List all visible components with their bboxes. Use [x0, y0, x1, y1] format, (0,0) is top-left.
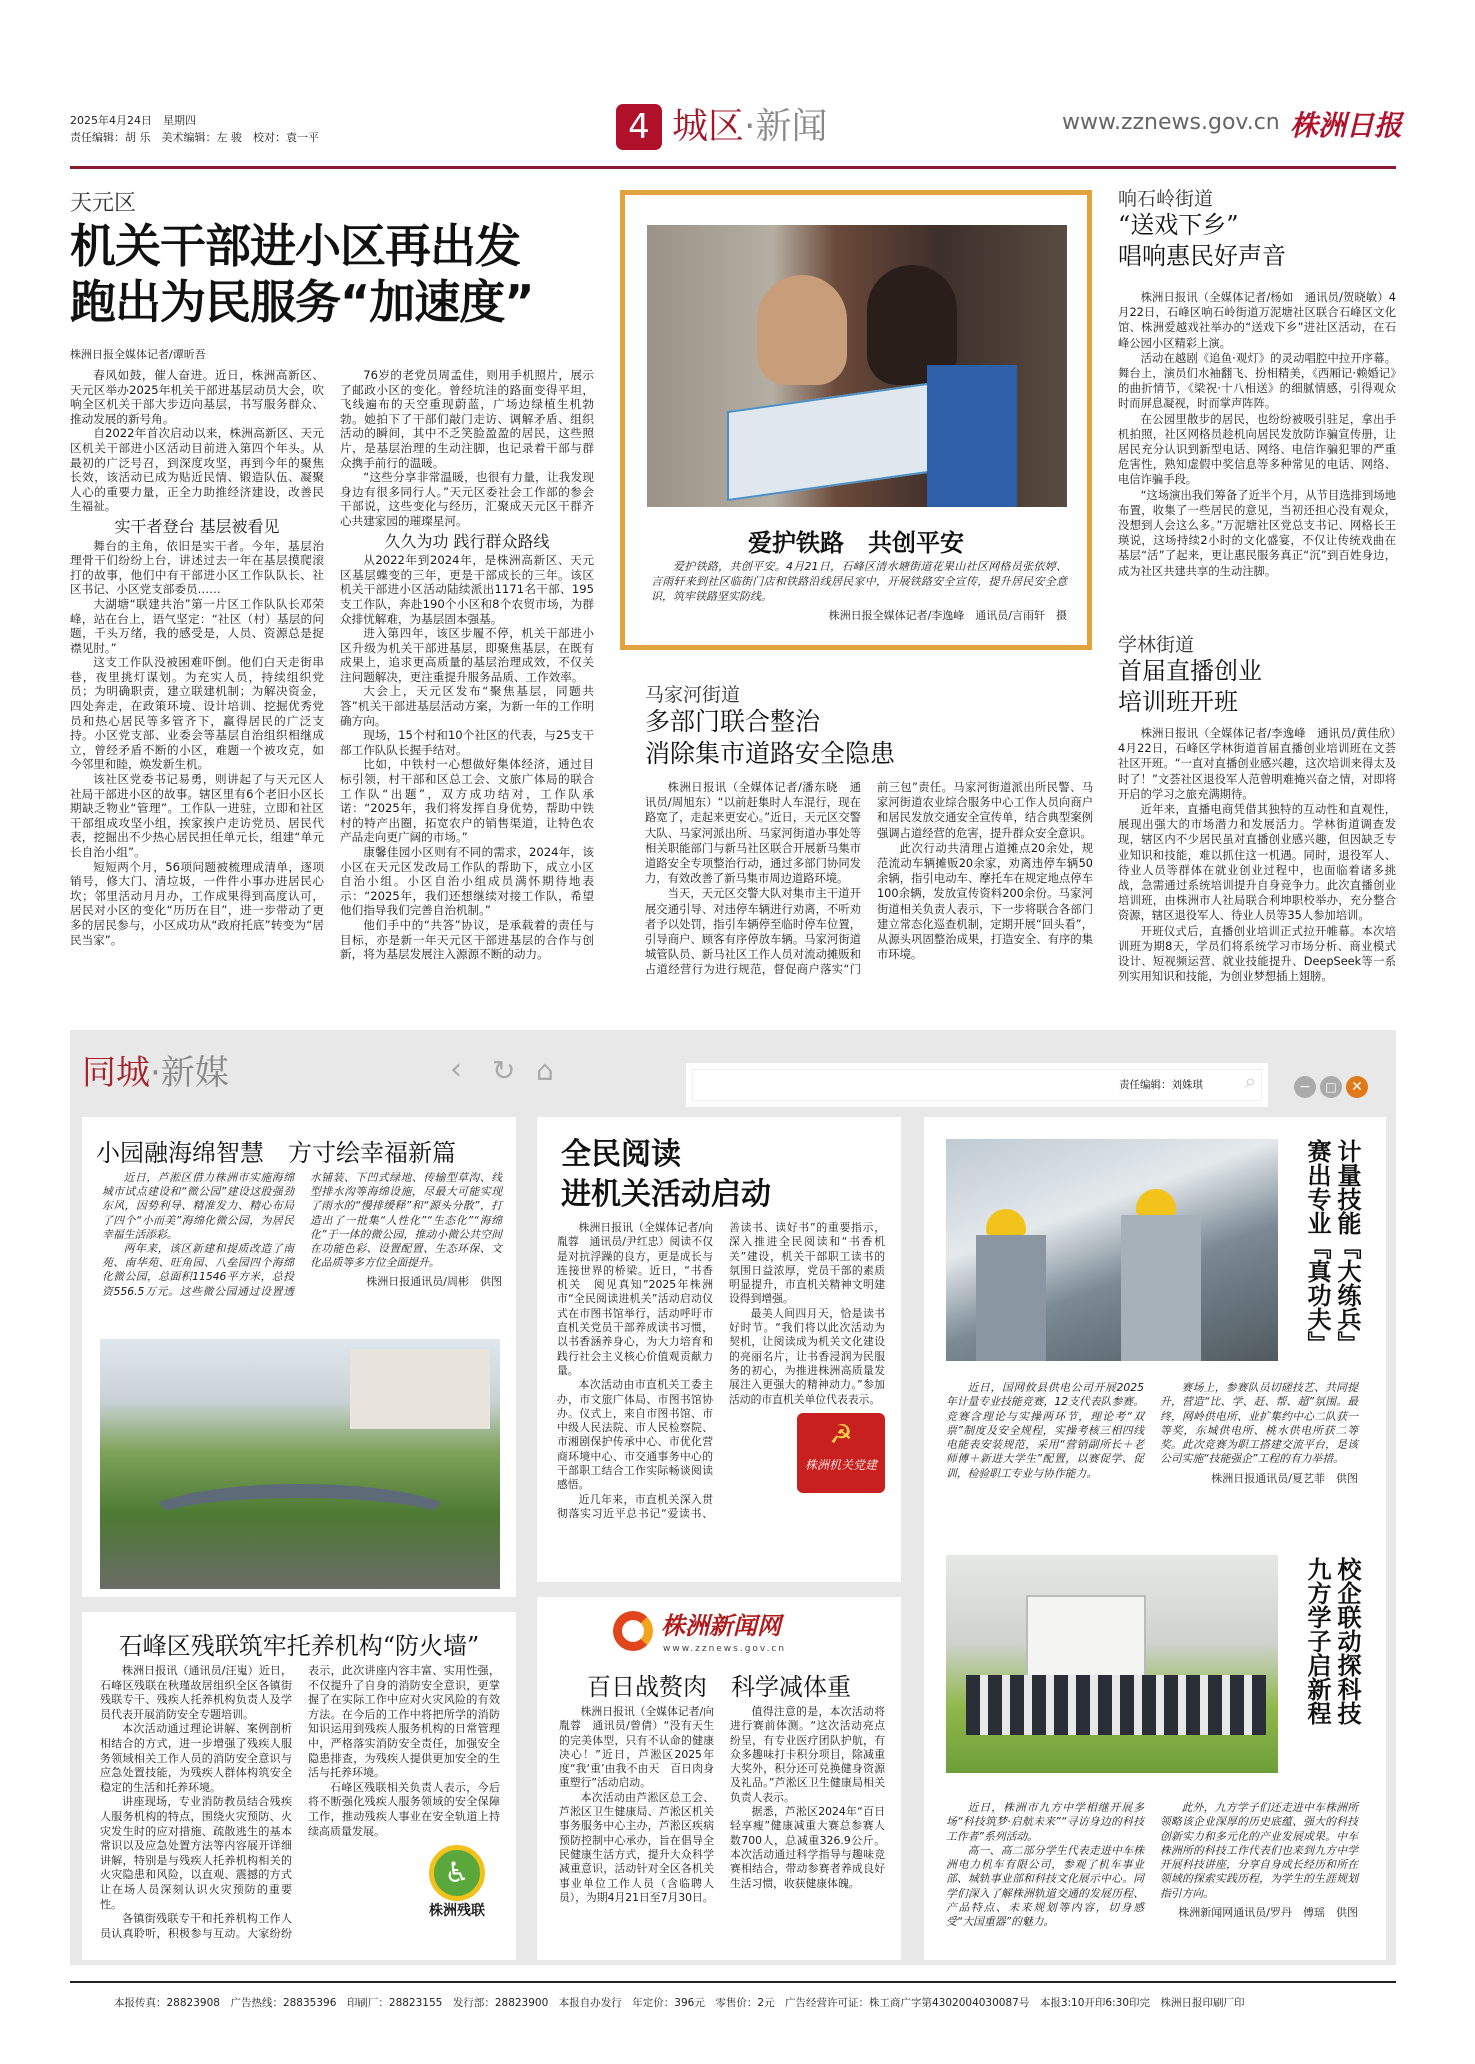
paragraph: 两年来，该区新建和提质改造了南苑、南华苑、旺角园、八垒园四个海绵化微公园，总面积11546平方米，总投资556.5万元。这些微公园通过设置透水铺装、下凹式绿地、传输型草沟、线型排水沟等海绵设施，尽最大可能实现了雨水的“慢排缓释”和“源头分散”，打造出了一批集“人性化”“生态化”“海绵化”于一体的微公园，推动小微公共空间在功能色彩、设置配置、生态环保、文化品质等多方位全面提升。 [102, 1171, 502, 1298]
paragraph: 株洲日报讯（全媒体记者/向胤蓉 通讯员/曾倩）“没有天生的完美体型，只有不认命的健康决心！”近日，芦淞区2025年度“我‘重’由我不由天 百日肉身重塑行”活动启动。 [559, 1705, 714, 1790]
paragraph: 进入第四年，该区步履不停，机关干部进小区升级为机关干部进基层，即聚焦基层，在既有成果上，追求更高质量的基层治理成效，不仅关注问题解决，更注重提升服务品质、工作效率。 [340, 626, 594, 684]
xiangshiling-headline-line2: 唱响惠民好声音 [1118, 242, 1286, 270]
shifeng-text [100, 1664, 500, 1941]
metering-title [1302, 1139, 1362, 1371]
paragraph: 赛场上，参赛队员切磋技艺、共同提升，营造“比、学、赶、帮、超”氛围。最终，网岭供电所、业扩集约中心二队获一等奖，东城供电所、桃水供电所获二等奖。此次竞赛为职工搭建交流平台，是该公司实施“技能强企”工程的有力举措。 [1160, 1381, 1358, 1466]
footer-info: 本报传真：28823908 广告热线：28835396 印刷厂：28823155 发行部：28823900 本报自办发行 年定价：396元 零售价：2元 广告经营许可证：株工商广字第4302004030087号 本报3:10开印6:30印完 株洲日报印刷厂印 [114, 1997, 1245, 2009]
majiahe-body [645, 780, 1093, 978]
search-box[interactable] [686, 1063, 1268, 1107]
metering-competition-photo [946, 1139, 1278, 1361]
section-title [672, 104, 827, 150]
sponge-credit: 株洲日报通讯员/周彬 供图 [366, 1275, 502, 1289]
paragraph: 康馨佳园小区则有不同的需求，2024年，该小区在天元区发改局工作队的帮助下，成立小区自治小组。小区自治小组成员满怀期待地表示：“2025年，我们还想继续对接工作队，希望他们指导我们完善自治机制。” [340, 845, 594, 918]
card-reading [537, 1117, 901, 1582]
paragraph: 比如，中铁村一心想做好集体经济，通过目标引领，村干部和区总工会、文旅广体局的联合工作队“出题”，双方成功结对，工作队承诺：“2025年，我们将发挥自身优势，帮助中铁村的特产出圈，拓宽农户的销售渠道，让特色农产品走向更广阔的市场。” [340, 757, 594, 845]
lead-headline-line1: 机关干部进小区再出发 [70, 219, 520, 273]
paragraph: 此外，九方学子们还走进中车株洲所领略该企业深厚的历史底蕴、强大的科技创新实力和多元化的产业发展成果。中车株洲所的科技工作代表们也来到九方中学开展科技讲座，分享自身成长经历和所在领域的探索实践历程，为学生的生涯规划指引方向。 [1160, 1801, 1358, 1900]
paragraph: 据悉，芦淞区2024年“百日轻享瘦”健康减重大赛总参赛人数700人，总减重326.9公斤。本次活动通过科学指导与趣味竞赛相结合，带动参赛者养成良好生活习惯，收获健康体魄。 [730, 1805, 885, 1890]
restore-button[interactable]: □ [1320, 1076, 1342, 1098]
issue-date: 2025年4月24日 星期四 [70, 114, 196, 127]
paragraph: 高一、高二部分学生代表走进中车株洲电力机车有限公司，参观了机车事业部、城轨事业部和科技文化展示中心。同学们深入了解株洲轨道交通的发展历程、产品特点、未来规划等内容，切身感受“大国重器”的魅力。 [946, 1843, 1144, 1929]
jiufang-visit-photo [946, 1555, 1278, 1773]
card-shifeng [82, 1612, 516, 1960]
paragraph: 活动在越剧《追鱼·观灯》的灵动唱腔中拉开序幕。舞台上，演员们水袖翻飞、扮相精美，《西厢记·赖婚记》的曲折情节，《梁祝·十八相送》的细腻情感，引得观众时而屏息凝视，时而掌声阵阵。 [1118, 351, 1396, 411]
xiangshiling-body [1118, 290, 1396, 579]
micro-park-photo [100, 1339, 500, 1589]
xiangshiling-headline-line1: “送戏下乡” [1118, 211, 1239, 239]
metering-text [946, 1381, 1358, 1487]
new-media-main: 同城 [82, 1053, 150, 1093]
masthead-logo: 株洲日报 [1290, 109, 1403, 142]
minimize-button[interactable]: − [1294, 1076, 1316, 1098]
worker [976, 1235, 1046, 1361]
lead-headline [70, 218, 533, 330]
paragraph: 最美人间四月天，恰是读书好时节。“我们将以此次活动为契机，让阅读成为机关文化建设的亮丽名片，让书香浸润为民服务的初心，为推进株洲高质量发展注入更强大的精神动力。”参加活动的市直机关单位代表表示。 [729, 1306, 885, 1406]
paragraph: 他们手中的“共答”协议，是承载着的责任与目标，亦是新一年天元区干部进基层的合作与创新，将为基层发展注入源源不断的动力。 [340, 917, 594, 962]
reading-title [561, 1135, 771, 1215]
paragraph: 开班仪式后，直播创业培训正式拉开帷幕。本次培训班为期8天，学员们将系统学习市场分析、商业模式设计、短视频运营、就业技能提升、DeepSeek等一系列实用知识和技能，为创业梦想插上翅膀。 [1118, 924, 1396, 984]
home-icon[interactable]: ⌂ [536, 1054, 554, 1087]
paragraph: 株洲日报讯（全媒体记者/杨如 通讯员/贺晓敏）4月22日，石峰区响石岭街道万泥塘社区联合石峰区文化馆、株洲爱越戏社举办的“送戏下乡”进社区活动，在石峰公园小区精彩上演。 [1118, 291, 1396, 350]
jiufang-text [946, 1801, 1358, 1930]
shifeng-title: 石峰区残联筑牢托养机构“防火墙” [118, 1632, 480, 1660]
paragraph: 近几年来，市直机关深入贯彻落实习近平总书记“爱读书、善读书、读好书”的重要指示，深入推进全民阅读和“书香机关”建设，机关干部职工读书的氛围日益浓厚，党员干部的素质明显提升，市直机关精神文明建设得到增强。 [557, 1221, 885, 1520]
person-figure [757, 275, 847, 385]
weight-title: 百日战赘肉 科学减体重 [587, 1673, 851, 1701]
paragraph: 株洲日报讯（全媒体记者/李逸峰 通讯员/黄佳欣）4月22日，石峰区学林街道首届直播创业培训班在文荟社区开班。“一直对直播创业感兴趣，这次培训来得太及时了！”文荟社区退役军人范曾明难掩兴奋之情，对即将开启的学习之旅充满期待。 [1118, 727, 1396, 801]
card-sponge-park [82, 1117, 516, 1597]
editor-credits: 责任编辑：胡 乐 美术编辑：左 骏 校对：袁一平 [70, 131, 319, 144]
card-weight-loss [537, 1597, 901, 1960]
xuelin-headline [1118, 656, 1262, 718]
train-model [1026, 1595, 1146, 1685]
reading-title-line1: 全民阅读 [561, 1137, 681, 1172]
party-building-logo [797, 1413, 885, 1493]
worker [1121, 1215, 1201, 1361]
majiahe-headline-line1: 多部门联合整治 [645, 707, 821, 736]
paragraph: 自2022年首次启动以来，株洲高新区、天元区机关干部进小区活动目前进入第四个年头。从最初的广泛号召，到深度攻坚，再到今年的聚焦长效，该活动已成为贴近民情、锻造队伍、凝聚人心的重要力量，正全力助推经济建设，改善民生福祉。 [70, 426, 324, 514]
railway-safety-photo [647, 225, 1067, 507]
logo-text: 株洲新闻网 [661, 1611, 781, 1640]
paragraph: 从2022年到2024年，是株洲高新区、天元区基层蝶变的三年，更是干部成长的三年。该区机关干部进小区活动陆续派出1171名干部、195支工作队，奔赴190个小区和8个农贸市场，为群众排忧解难，为基层固本强基。 [340, 553, 594, 626]
caption-text: 爱护铁路，共创平安。4月21日，石峰区清水塘街道花果山社区网格员张依婷、言雨轩来到社区临街门店和铁路沿线居民家中，开展铁路安全宣传，提升居民安全意识，筑牢铁路坚实防线。 [651, 560, 1067, 603]
hard-hat [986, 1209, 1026, 1235]
section-main: 城区 [672, 106, 745, 147]
paragraph: 讲座现场，专业消防教员结合残疾人服务机构的特点，围绕火灾预防、火灾发生时的应对措施、疏散逃生的基本常识以及应急处置方法等内容展开详细讲解，特别是与残疾人托养机构相关的火灾隐患和风险，以直观、震撼的方式让在场人员深刻认识火灾预防的重要性。 [100, 1795, 292, 1911]
students-group [966, 1675, 1266, 1735]
search-icon[interactable]: ⌕ [1244, 1069, 1256, 1093]
paragraph: 76岁的老党员周孟佳，则用手机照片，展示了邮政小区的变化。曾经坑洼的路面变得平坦，飞线遍布的天空重现蔚蓝，广场边绿植生机勃勃。她拍下了干部们敲门走访、调解矛盾、组织活动的瞬间，其中不乏笑脸盈盈的居民，这些照片，是基层治理的生动注脚，也记录着干部与群众携手前行的温暖。 [340, 368, 594, 470]
photo-credit: 株洲日报全媒体记者/李逸峰 通讯员/言雨轩 摄 [828, 609, 1067, 622]
photo-feature-title: 爱护铁路 共创平安 [748, 528, 964, 557]
wheelchair-icon: ♿ [429, 1845, 485, 1901]
majiahe-kicker: 马家河街道 [645, 684, 741, 706]
xiangshiling-headline [1118, 210, 1286, 272]
subheading: 实干者登台 基层被看见 [114, 516, 280, 536]
xuelin-headline-line1: 首届直播创业 [1118, 657, 1262, 685]
section-sub: ·新闻 [744, 106, 828, 147]
logo-url: www.zznews.gov.cn [663, 1644, 787, 1654]
metering-credit: 株洲日报通讯员/夏艺菲 供图 [1211, 1471, 1358, 1485]
logo-text: 株洲机关党建 [804, 1457, 877, 1472]
reading-title-line2: 进机关活动启动 [561, 1177, 771, 1212]
lead-headline-line2: 跑出为民服务“加速度” [70, 275, 534, 329]
photo-feature-caption [651, 559, 1067, 624]
park-path [140, 1484, 460, 1554]
reading-text [557, 1221, 885, 1521]
jiufang-title [1302, 1557, 1362, 1789]
search-input[interactable]: 责任编辑：刘姝琪 [692, 1069, 1262, 1101]
paragraph: “这些分享非常温暖，也很有力量，让我发现身边有很多同行人。”天元区委社会工作部的参会干部说，这些变化与经历，汇聚成天元区干群齐心共建家园的璀璨星河。 [340, 470, 594, 528]
paragraph: 春风如鼓，催人奋进。近日，株洲高新区、天元区举办2025年机关干部进基层动员大会，吹响全区机关干部大步迈向基层，书写服务群众、推动发展的新号角。 [70, 368, 324, 426]
paragraph: 株洲日报讯（全媒体记者/潘东晓 通讯员/周旭东）“以前赶集时人车混行，现在路宽了，走起来更安心。”近日，天元区交警大队、马家河派出所、马家河街道办事处等相关职能部门与新马社区联合开展新马集市道路安全专项整治行动，通过多部门协同发力，有效改善了新马集市周边道路环境。 [645, 781, 861, 886]
refresh-icon[interactable]: ↻ [492, 1054, 516, 1087]
paragraph: 各镇街残联专干和托养机构工作人员认真聆听，积极参与互动。大家纷纷表示，此次讲座内容丰富、实用性强，不仅提升了自身的消防安全意识，更掌握了在实际工作中应对火灾风险的有效方法。在今后的工作中将把所学的消防知识运用到残疾人服务机构的日常管理中，严格落实消防安全责任，加强安全隐患排查，为残疾人提供更加安全的生活与托养环境。 [100, 1664, 500, 1940]
majiahe-headline-line2: 消除集市道路安全隐患 [645, 739, 896, 768]
photo-feature-box [620, 190, 1092, 650]
jiufang-title-line1: 校企联动探科技 [1333, 1557, 1362, 1725]
new-media-title [82, 1050, 229, 1096]
paragraph: 本次活动通过理论讲解、案例剖析相结合的方式，进一步增强了残疾人服务领域相关工作人员的消防安全意识与应急处置技能，为残疾人群体构筑安全稳定的生活和托养环境。 [100, 1722, 292, 1794]
paragraph: 近日，国网攸县供电公司开展2025年计量专业技能竞赛，12支代表队参赛。竞赛含理论与实操两环节，理论考“双票”制度及安全规程，实操考核三相四线电能表安装规范，采用“营销副所长＋老师傅＋新进大学生”配置，以赛促学、促训，检验职工专业与协作能力。 [946, 1381, 1144, 1480]
paragraph: 此次行动共清理占道摊点20余处，规范流动车辆摊贩20余家，劝离违停车辆50余辆，指引电动车、摩托车在规定地点停车100余辆，发放宣传资料200余份。马家河街道相关负责人表示，下一步将联合各部门建立常态化巡查机制，定期开展“回头看”，从源头巩固整治成果，打造安全、有序的集市环境。 [877, 841, 1093, 962]
paragraph: 大湖塘“联建共治”第一片区工作队队长邓荣峰，站在台上，语气坚定：“社区（村）基层的问题，千头万绪，我的感受是，人员、资源总是捉襟见肘。” [70, 596, 324, 655]
metering-title-line1: 计量技能『大练兵』 [1333, 1139, 1362, 1355]
party-emblem-icon: ☭ [829, 1419, 853, 1450]
paragraph: 短短两个月，56项问题被梳理成清单，逐项销号，修大门、清垃圾，一件件小事办进居民心坎；邻里活动月月办，工作成果得到高度认可，居民对小区的变化“历历在目”，进一步带动了更多的居民参与，小区成功从“政府托底”转变为“居民当家”。 [70, 859, 324, 947]
paragraph: 现场，15个村和10个社区的代表，与25支干部工作队队长握手结对。 [340, 728, 594, 757]
brochure [727, 379, 957, 501]
paragraph: 近日，芦淞区借力株洲市实施海绵城市试点建设和“微公园”建设这股强劲东风，因势利导、精准发力、精心布局了四个“小而美”海绵化微公园，为居民幸福生活添彩。 [102, 1171, 294, 1241]
logo-text: 株洲残联 [429, 1903, 485, 1920]
paragraph: 近年来，直播电商凭借其独特的互动性和直观性，展现出强大的市场潜力和发展活力。学林街道调查发现，辖区内不少居民虽对直播创业感兴趣，但因缺乏专业知识和技能，难以抓住这一机遇。同时，退役军人、待业人员等群体在就业创业过程中，也面临着诸多挑战，急需通过系统培训提升自身竞争力。此次直播创业培训班，由株洲市人社局联合利坤职校举办，充分整合资源，辖区退役军人、待业人员等35人参加培训。 [1118, 803, 1396, 923]
lead-kicker: 天元区 [70, 191, 137, 216]
xuelin-body [1118, 726, 1396, 984]
lead-body [70, 368, 594, 962]
paragraph: 株洲日报讯（通讯员/汪嵬）近日，石峰区残联在秋瑾故居组织全区各镇街残联专干、残疾人托养机构负责人及学员代表开展消防安全专题培训。 [100, 1664, 292, 1721]
volunteer-vest [927, 365, 1017, 507]
sponge-text [102, 1171, 502, 1299]
paragraph: 株洲日报讯（全媒体记者/向胤蓉 通讯员/尹红忠）阅读不仅是对抗浮躁的良方，更是成长与连接世界的桥梁。近日，“书香机关 阅见真知”2025年株洲市“全民阅读进机关”活动启动仪式在市图书馆举行，活动呼吁市直机关党员干部养成读书习惯，以书香涵养身心，为大力培育和践行社会主义核心价值观贡献力量。 [557, 1221, 713, 1377]
metering-title-line2: 赛出专业『真功夫』 [1303, 1139, 1332, 1355]
paragraph: 这支工作队没被困难吓倒。他们白天走街串巷，夜里挑灯谋划。为充实人员，持续组织党员；为明确职责，建立联建机制；为解决资金，四处奔走，在政策环境、设计培训、挖掘优秀党员和热心居民等多管齐下，赢得居民的广泛支持。小区党支部、业委会等基层自治组织相继成立，曾经矛盾不断的小区，难题一个被攻克，如今邻里和睦，焕发新生机。 [70, 655, 324, 772]
zznews-logo [613, 1611, 833, 1657]
xuelin-headline-line2: 培训班开班 [1118, 688, 1238, 716]
paragraph: 舞台的主角，依旧是实干者。今年，基层治理骨干们纷纷上台，讲述过去一年在基层摸爬滚打的故事，他们中有干部进小区工作队队长、社区书记、小区党支部委员…… [70, 538, 324, 597]
zznews-logo-mark [613, 1611, 653, 1651]
subheading: 久久为功 践行群众路线 [384, 531, 550, 551]
hard-hat [1136, 1189, 1176, 1215]
jiufang-credit: 株洲新闻网通讯员/罗丹 傅瑶 供图 [1178, 1906, 1358, 1920]
paragraph: 该社区党委书记易勇，则讲起了与天元区人社局干部进小区的故事。辖区里有6个老旧小区长期缺乏物业“管理”。工作队一进驻，立即和社区干部组成攻坚小组，挨家挨户走访党员、居民代表，挖掘出不少热心居民担任单元长，组建“单元长自治小组”。 [70, 772, 324, 859]
header-divider [70, 166, 1396, 169]
building [350, 1349, 490, 1429]
paragraph: 大会上，天元区发布“聚焦基层，同题共答”机关干部进基层活动方案，为新一年的工作明确方向。 [340, 684, 594, 728]
paragraph: 本次活动由市直机关工委主办，市文旅广体局、市图书馆协办。仪式上，来自市图书馆、市中级人民法院、市人民检察院、市湘剧保护传承中心、市优化营商环境中心、市交通事务中心的干部职工结合工作实际畅谈阅读感悟。 [557, 1378, 713, 1492]
page-number-badge: 4 [616, 104, 662, 150]
paragraph: 值得注意的是，本次活动将进行赛前体测。“这次活动亮点纷呈，有专业医疗团队护航，有众多趣味打卡积分项目，除减重大奖外，积分还可兑换健身资源及礼品。”芦淞区卫生健康局相关负责人表示。 [730, 1705, 885, 1804]
card-right-column [924, 1117, 1386, 1960]
jiufang-title-line2: 九方学子启新程 [1303, 1557, 1332, 1725]
weight-body [559, 1705, 885, 1905]
chevron-left-icon[interactable]: ‹ [450, 1052, 462, 1087]
paragraph: 石峰区残联相关负责人表示，今后将不断强化残疾人服务领域的安全保障工作，推动残疾人事业在安全轨道上持续高质量发展。 [308, 1780, 500, 1838]
majiahe-headline [645, 706, 895, 770]
new-media-sub: ·新媒 [150, 1053, 229, 1093]
close-button[interactable]: ✕ [1346, 1076, 1368, 1098]
footer-divider [70, 1981, 1396, 1983]
xiangshiling-kicker: 响石岭街道 [1118, 188, 1214, 210]
paragraph: 在公园里散步的居民，也纷纷被吸引驻足，拿出手机拍照，社区网格员趁机向居民发放防诈骗宣传册，让居民充分认识到新型电话、网络、电信诈骗犯罪的严重危害性，熟知虚假中奖信息等多种常见的电话、网络、电信诈骗手段。 [1118, 412, 1396, 487]
website-url: www.zznews.gov.cn [1062, 110, 1280, 135]
disabled-federation-logo [414, 1845, 500, 1921]
lead-byline: 株洲日报全媒体记者/谭昕吾 [70, 348, 206, 361]
paragraph: 当天，天元区交警大队对集市主干道开展交通引导、对违停车辆进行劝离，不听劝者予以处罚，指引车辆停至临时停车位置，引导商户、顾客有序停放车辆。马家河街道城管队员、新马社区工作人员对流动摊贩和占道经营行为进行规范，督促商户落实“门前三包”责任。马家河街道派出所民警、马家河街道农业综合服务中心工作人员向商户和居民发放交通安全宣传单，结合典型案例强调占道经营的危害，提升群众安全意识。 [645, 781, 1093, 977]
paragraph: “这场演出我们筹备了近半个月，从节目选排到场地布置，收集了一些居民的意见，当初还担心没有观众，没想到人会这么多。”万泥塘社区党总支书记、网格长王瑛说，这场持续2小时的文化盛宴，不仅让传统戏曲在基层“活”了起来，更让惠民服务真正“沉”到百姓身边，成为社区共建共享的生动注脚。 [1118, 488, 1396, 578]
sponge-title: 小园融海绵智慧 方寸绘幸福新篇 [96, 1139, 456, 1167]
paragraph: 本次活动由芦淞区总工会、芦淞区卫生健康局、芦淞区机关事务服务中心主办，芦淞区疾病预防控制中心承办，旨在倡导全民健康生活方式，提升大众科学减重意识，活动针对全区各机关事业单位工作人员（含临聘人员），为期4月21日至7月30日。 [559, 1790, 714, 1904]
paragraph: 近日，株洲市九方中学相继开展多场“科技筑梦·启航未来”“寻访身边的科技工作者”系列活动。 [946, 1801, 1144, 1843]
xuelin-kicker: 学林街道 [1118, 634, 1195, 656]
